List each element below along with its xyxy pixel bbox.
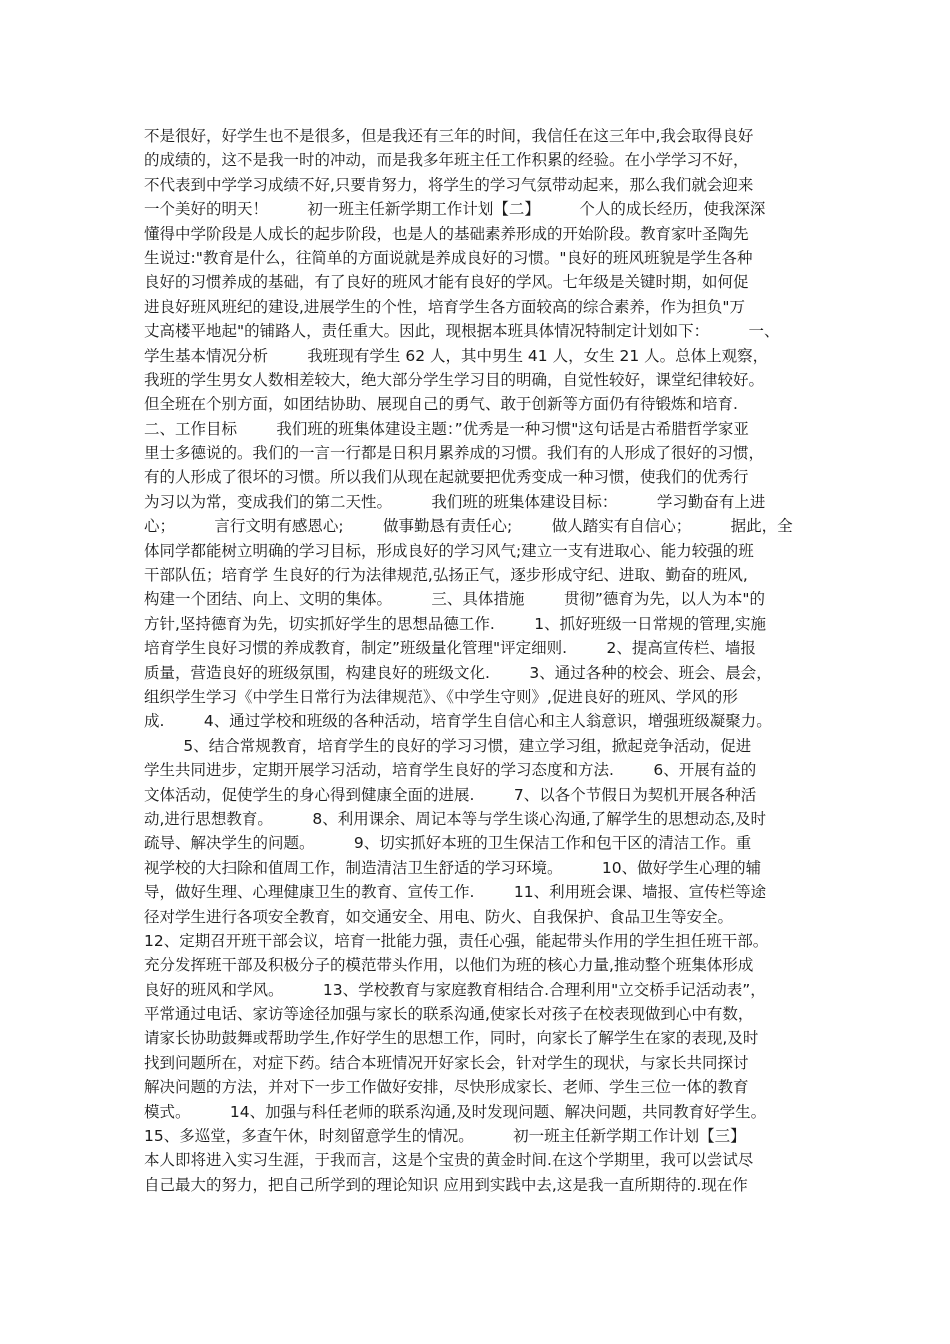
text-line: 心； 言行文明有感恩心; 做事勤恳有责任心; 做人踏实有自信心； 据此，全 bbox=[144, 517, 793, 536]
text-line: 为习以为常，变成我们的第二天性。 我们班的班集体建设目标： 学习勤奋有上进 bbox=[144, 492, 766, 511]
text-line: 学生共同进步，定期开展学习活动，培育学生良好的学习态度和方法. 6、开展有益的 bbox=[144, 761, 757, 780]
text-line: 构建一个团结、向上、文明的集体。 三、具体措施 贯彻”德育为先，以人为本"的 bbox=[144, 590, 765, 609]
text-line: 文体活动，促使学生的身心得到健康全面的进展. 7、以各个节假日为契机开展各种活 bbox=[144, 785, 757, 804]
text-line: 充分发挥班干部及积极分子的模范带头作用，以他们为班的核心力量,推动整个班集体形成 bbox=[144, 956, 754, 975]
text-line: 学生基本情况分析 我班现有学生 62 人，其中男生 41 人，女生 21 人。总体上观察， bbox=[144, 346, 769, 365]
text-line: 15、多巡堂，多查午休，时刻留意学生的情况。 初一班主任新学期工作计划【三】 bbox=[144, 1127, 746, 1146]
text-line: 不是很好，好学生也不是很多，但是我还有三年的时间，我信任在这三年中,我会取得良好 bbox=[144, 127, 754, 145]
text-line: 的成绩的，这不是我一时的冲动，而是我多年班主任工作积累的经验。在小学学习不好， bbox=[144, 151, 749, 170]
text-line: 方针,坚持德育为先，切实抓好学生的思想品德工作. 1、抓好班级一日常规的管理,实施 bbox=[144, 614, 767, 633]
text-line: 培育学生良好习惯的养成教育，制定”班级量化管理"评定细则. 2、提高宣传栏、墙报 bbox=[144, 639, 756, 658]
text-line: 疏导、解决学生的问题。 9、切实抓好本班的卫生保洁工作和包干区的清洁工作。重 bbox=[144, 834, 752, 853]
text-line: 导，做好生理、心理健康卫生的教育、宣传工作. 11、利用班会课、墙报、宣传栏等途 bbox=[144, 883, 767, 902]
text-line: 解决问题的方法，并对下一步工作做好安排，尽快形成家长、老师、学生三位一体的教育 bbox=[144, 1078, 749, 1097]
text-line: 里士多德说的。我们的一言一行都是日积月累养成的习惯。我们有的人形成了很好的习惯， bbox=[144, 444, 765, 463]
text-line: 12、定期召开班干部会议，培育一批能力强，责任心强，能起带头作用的学生担任班干部。 bbox=[144, 931, 769, 950]
text-line: 有的人形成了很坏的习惯。所以我们从现在起就要把优秀变成一种习惯，使我们的优秀行 bbox=[144, 468, 749, 487]
text-line: 平常通过电话、家访等途径加强与家长的联系沟通,使家长对孩子在校表现做到心中有数， bbox=[144, 1005, 754, 1024]
text-line: 但全班在个别方面，如团结协助、展现自己的勇气、敢于创新等方面仍有待锻炼和培育. bbox=[144, 395, 738, 414]
text-line: 请家长协助鼓舞或帮助学生,作好学生的思想工作，同时，向家长了解学生在家的表现,及时 bbox=[144, 1029, 759, 1048]
text-line: 丈高楼平地起"的铺路人，责任重大。因此，现根据本班具体情况特制定计划如下： 一、 bbox=[144, 322, 780, 341]
text-line: 我班的学生男女人数相差较大，绝大部分学生学习目的明确，自觉性较好，课堂纪律较好。 bbox=[144, 370, 765, 389]
text-line: 成. 4、通过学校和班级的各种活动，培育学生自信心和主人翁意识，增强班级凝聚力。 bbox=[144, 712, 772, 731]
text-line: 视学校的大扫除和值周工作，制造清洁卫生舒适的学习环境。 10、做好学生心理的辅 bbox=[144, 858, 762, 877]
text-line: 体同学都能树立明确的学习目标，形成良好的学习风气;建立一支有进取心、能力较强的班 bbox=[144, 541, 754, 560]
body-text bbox=[144, 124, 819, 1197]
text-line: 良好的班风和学风。 13、学校教育与家庭教育相结合.合理利用"立交桥手记活动表”， bbox=[144, 980, 766, 999]
text-line: 良好的习惯养成的基础，有了良好的班风才能有良好的学风。七年级是关键时期，如何促 bbox=[144, 273, 749, 292]
text-line: 进良好班风班纪的建设,进展学生的个性，培育学生各方面较高的综合素养，作为担负"万 bbox=[144, 297, 746, 316]
text-line: 本人即将进入实习生涯，于我而言，这是个宝贵的黄金时间.在这个学期里，我可以尝试尽 bbox=[144, 1151, 754, 1170]
text-line: 懂得中学阶段是人成长的起步阶段，也是人的基础素养形成的开始阶段。教育家叶圣陶先 bbox=[144, 224, 749, 243]
text-line: 组织学生学习《中学生日常行为法律规范》、《中学生守则》,促进良好的班风、学风的形 bbox=[144, 687, 738, 706]
text-line: 自己最大的努力，把自己所学到的理论知识 应用到实践中去,这是我一直所期待的.现在作 bbox=[144, 1175, 748, 1194]
text-line: 动,进行思想教育。 8、利用课余、周记本等与学生谈心沟通,了解学生的思想动态,及时 bbox=[144, 809, 767, 828]
text-line: 模式。 14、加强与科任老师的联系沟通,及时发现问题、解决问题，共同教育好学生。 bbox=[144, 1102, 767, 1121]
text-line: 二、工作目标 我们班的班集体建设主题：”优秀是一种习惯"这句话是古希腊哲学家亚 bbox=[144, 419, 749, 438]
text-line: 径对学生进行各项安全教育，如交通安全、用电、防火、自我保护、食品卫生等安全。 bbox=[144, 907, 734, 926]
text-line: 生说过:"教育是什么，往简单的方面说就是养成良好的习惯。"良好的班风班貌是学生各种 bbox=[144, 248, 753, 267]
text-line: 5、结合常规教育，培育学生的良好的学习习惯，建立学习组，掀起竞争活动，促进 bbox=[144, 736, 752, 755]
text-line: 找到问题所在，对症下药。结合本班情况开好家长会，针对学生的现状，与家长共同探讨 bbox=[144, 1053, 749, 1072]
text-line: 质量，营造良好的班级氛围，构建良好的班级文化. 3、通过各种的校会、班会、晨会， bbox=[144, 663, 772, 682]
text-line: 一个美好的明天！ 初一班主任新学期工作计划【二】 个人的成长经历，使我深深 bbox=[144, 200, 766, 219]
text-line: 干部队伍；培育学 生良好的行为法律规范,弘扬正气，逐步形成守纪、进取、勤奋的班风, bbox=[144, 566, 748, 585]
text-line: 不代表到中学学习成绩不好,只要肯努力，将学生的学习气氛带动起来，那么我们就会迎来 bbox=[144, 175, 754, 194]
